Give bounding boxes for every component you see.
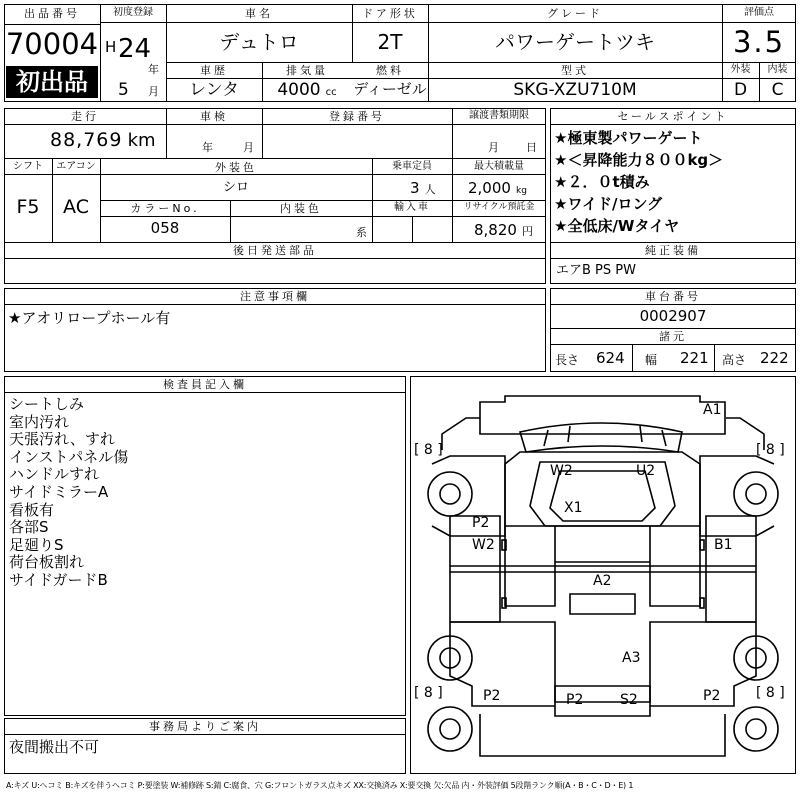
inspection-label: 車検 xyxy=(200,110,228,123)
colorno: 058 xyxy=(150,219,180,237)
load-unit: kg xyxy=(516,186,527,196)
grade: パワーゲートツキ xyxy=(495,30,655,54)
reg-year: 24 xyxy=(118,34,152,64)
grade-label: グレード xyxy=(547,7,603,20)
chassis-number: 0002907 xyxy=(639,307,707,325)
score-label: 評価点 xyxy=(744,7,774,18)
displacement-label: 排気量 xyxy=(286,64,328,77)
lot-label: 出品番号 xyxy=(24,7,80,20)
damage-mark: W2 xyxy=(550,463,573,479)
inspector-line: サイドミラーA xyxy=(9,483,109,501)
inspector-line: インストパネル傷 xyxy=(9,447,129,466)
dims-label: 諸元 xyxy=(659,330,687,343)
shift-label: シフト xyxy=(13,161,43,172)
displacement xyxy=(262,82,352,99)
sales-label: セールスポイント xyxy=(617,110,729,123)
chassis-label: 車台番号 xyxy=(645,290,701,303)
sales-item: ★全低床/Wタイヤ xyxy=(554,217,680,235)
sales-item: ★２．０t積み xyxy=(554,173,650,191)
damage-mark: A1 xyxy=(703,402,722,418)
equipment-label: 純正装備 xyxy=(645,244,701,257)
mileage xyxy=(50,131,156,150)
office-notice: 夜間搬出不可 xyxy=(9,738,100,756)
reg-month: 5 xyxy=(118,80,129,100)
damage-mark: X1 xyxy=(564,500,583,516)
inspector-line: サイドガードB xyxy=(9,571,108,589)
regno-label: 登録番号 xyxy=(329,110,385,123)
ac-label: エアコン xyxy=(56,161,96,172)
inspector-line: シートしみ xyxy=(9,395,85,413)
inspection-month-unit: 月 xyxy=(243,141,254,154)
office-label: 事務局よりご案内 xyxy=(149,720,261,733)
import-label: 輸入車 xyxy=(394,202,430,213)
reg-year-unit: 年 xyxy=(148,63,159,76)
ext-grade-label: 外装 xyxy=(730,64,751,75)
reg-era: H xyxy=(105,38,117,56)
tire-depth: [ 8 ] xyxy=(756,442,785,458)
reg-label: 初度登録 xyxy=(113,7,153,18)
inspector-line: 室内汚れ xyxy=(9,412,70,431)
tire-depth: [ 8 ] xyxy=(756,685,785,701)
lot-number: 70004 xyxy=(5,27,99,61)
reg-month-unit: 月 xyxy=(148,85,159,98)
capacity-label: 乗車定員 xyxy=(392,161,432,172)
load-label: 最大積載量 xyxy=(474,161,524,172)
recycle xyxy=(474,222,533,238)
inspection-year-unit: 年 xyxy=(202,141,213,154)
legend: A:キズ U:ヘコミ B:キズを伴うヘコミ P:要塗装 W:補修跡 S:錆 C:腐食、穴 G:フロントガラス点キズ XX:交換済み X:要交換 欠:欠品 内・外装評価 5段階ランク順(A・B・C・D・E) 1 xyxy=(6,781,634,790)
length: 624 xyxy=(596,349,625,367)
damage-mark: U2 xyxy=(636,463,656,479)
inspector-line: 荷台板割れ xyxy=(9,553,85,572)
fuel: ディーゼル xyxy=(353,80,427,98)
door-label: ドア形状 xyxy=(362,7,418,20)
int-grade: C xyxy=(771,80,784,100)
transfer-day-unit: 日 xyxy=(526,141,537,154)
first-listing-badge: 初出品 xyxy=(6,66,98,98)
fuel-label: 燃料 xyxy=(376,64,404,77)
width: 221 xyxy=(680,349,709,367)
sales-item: ★＜昇降能力８００kg＞ xyxy=(554,151,724,169)
tire-depth: [ 8 ] xyxy=(414,442,443,458)
model: SKG-XZU710M xyxy=(513,80,637,100)
damage-mark: B1 xyxy=(714,537,733,553)
color: シロ xyxy=(222,180,249,195)
damage-mark: P2 xyxy=(566,692,584,708)
color-label: 外装色 xyxy=(215,161,257,174)
mileage-label: 走行 xyxy=(71,110,99,123)
damage-mark: W2 xyxy=(472,537,495,553)
recycle-value: 8,820 xyxy=(474,221,517,239)
inspector-line: ハンドルすれ xyxy=(9,465,100,484)
damage-mark: P2 xyxy=(472,515,490,531)
car-name: デュトロ xyxy=(219,30,299,54)
mileage-value: 88,769 xyxy=(50,129,123,151)
recycle-label: リサイクル預託金 xyxy=(463,202,535,212)
displacement-value: 4000 xyxy=(277,80,321,100)
tire-depth: [ 8 ] xyxy=(414,685,443,701)
transfer-label: 譲渡書類期限 xyxy=(469,110,529,121)
equipment: エアB PS PW xyxy=(556,263,636,278)
width-label: 幅 xyxy=(645,353,658,367)
inspector-label: 検査員記入欄 xyxy=(163,378,247,391)
recycle-unit: 円 xyxy=(522,225,534,238)
capacity-unit: 人 xyxy=(424,183,436,196)
colorno-label: カラーNo. xyxy=(130,202,200,215)
damage-mark: P2 xyxy=(703,688,721,704)
history: レンタ xyxy=(189,80,239,100)
inspector-line: 足廻りS xyxy=(9,535,64,554)
capacity-value: 3 xyxy=(410,179,420,197)
load xyxy=(468,180,527,196)
ac: AC xyxy=(63,196,89,218)
displacement-unit: cc xyxy=(325,87,337,98)
door-type: 2T xyxy=(377,30,403,54)
notes-label: 注意事項欄 xyxy=(240,290,310,303)
damage-mark: A3 xyxy=(622,650,641,666)
height: 222 xyxy=(760,349,789,367)
damage-mark: A2 xyxy=(593,573,612,589)
mileage-unit: km xyxy=(127,130,156,151)
capacity xyxy=(410,180,436,196)
model-label: 型式 xyxy=(561,64,589,77)
intcolor-unit: 系 xyxy=(356,226,367,239)
history-label: 車歴 xyxy=(200,64,228,77)
sales-item: ★ワイド/ロング xyxy=(554,195,663,213)
height-label: 高さ xyxy=(722,353,747,367)
damage-mark: P2 xyxy=(483,688,501,704)
name-label: 車名 xyxy=(245,7,273,20)
shift: F5 xyxy=(16,196,40,218)
load-value: 2,000 xyxy=(468,179,511,197)
intcolor-label: 内装色 xyxy=(280,202,322,215)
length-label: 長さ xyxy=(555,353,580,367)
inspector-line: 天張汚れ、すれ xyxy=(9,430,115,449)
transfer-month-unit: 月 xyxy=(488,141,499,154)
later-parts-label: 後日発送部品 xyxy=(233,244,317,257)
damage-mark: S2 xyxy=(620,692,638,708)
sales-item: ★極東製パワーゲート xyxy=(554,129,703,147)
score: 3.5 xyxy=(732,25,786,59)
inspector-line: 各部S xyxy=(9,518,49,537)
ext-grade: D xyxy=(733,80,748,100)
int-grade-label: 内装 xyxy=(767,64,788,75)
notes: ★アオリロープホール有 xyxy=(8,309,171,327)
inspector-line: 看板有 xyxy=(9,500,55,519)
